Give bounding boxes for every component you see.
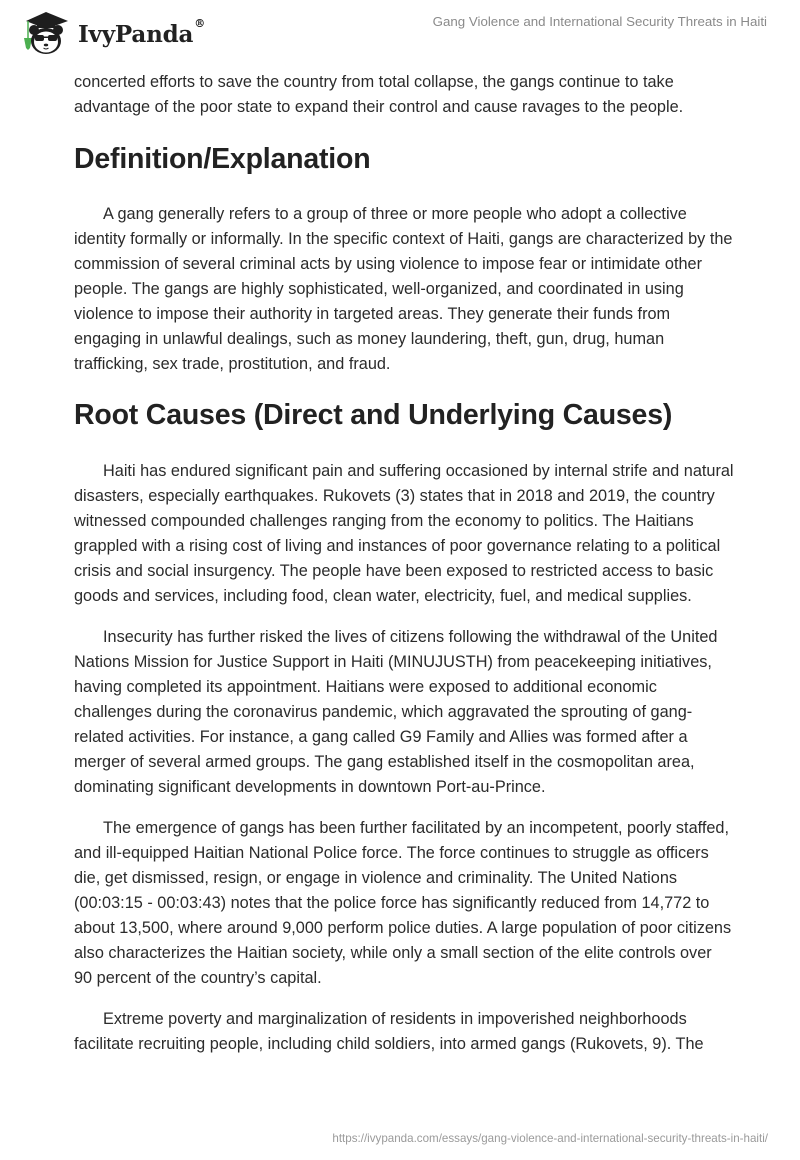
paragraph: The emergence of gangs has been further facilitated by an incompetent, poorly staffed, and ill-equipped Haitian National Police force. The force continues to struggle as officers die, get dismissed, resign, or engage in violence and criminality. The United Nations (00:03:15 - 00:03:43) notes that the police force has significantly reduced from 14,772 to about 13,500, where around 9,000 perform police duties. A large population of poor citizens also characterizes the Haitian society, while only a small section of the elite controls over 90 percent of the country’s capital. [74, 819, 732, 987]
source-url-link[interactable]: https://ivypanda.com/essays/gang-violence-and-international-security-threats-in-haiti/ [332, 1132, 768, 1145]
paragraph: Insecurity has further risked the lives of citizens following the withdrawal of the United Nations Mission for Justice Support in Haiti (MINUJUSTH) from peacekeeping initiatives, having completed its appointment. Haitians were exposed to additional economic challenges during the coronavirus pandemic, which aggravated the sprouting of gang-related activities. For instance, a gang called G9 Family and Allies was formed after a merger of several armed groups. The gang established itself in the cosmopolitan area, dominating significant developments in downtown Port-au-Prince. [74, 628, 718, 796]
intro-paragraph: concerted efforts to save the country from total collapse, the gangs continue to take advantage of the poor state to expand their control and cause ravages to the people. [74, 73, 684, 116]
paragraph: Extreme poverty and marginalization of residents in impoverished neighborhoods facilitate recruiting people, including child soldiers, into armed gangs (Rukovets, 9). The [74, 1010, 704, 1053]
registered-mark: ® [194, 16, 206, 30]
section-heading-root-causes: Root Causes (Direct and Underlying Causes) [74, 399, 673, 431]
article-body [74, 70, 734, 1057]
section-heading-definition: Definition/Explanation [74, 143, 371, 175]
paragraph: Haiti has endured significant pain and suffering occasioned by internal strife and natural disasters, especially earthquakes. Rukovets (3) states that in 2018 and 2019, the country witnessed compounded challenges ranging from the economy to politics. The Haitians grappled with a rising cost of living and instances of poor governance relating to a political crisis and social insurgency. The people have been exposed to restricted access to basic goods and services, including food, clean water, electricity, fuel, and medical supplies. [74, 462, 734, 605]
document-title: Gang Violence and International Security Threats in Haiti [432, 14, 767, 29]
ivypanda-logo[interactable] [18, 8, 205, 56]
page-header [0, 0, 800, 60]
panda-graduate-icon [18, 8, 74, 56]
logo-wordmark: IvyPanda [78, 20, 194, 48]
paragraph: A gang generally refers to a group of three or more people who adopt a collective identity formally or informally. In the specific context of Haiti, gangs are characterized by the commission of several criminal acts by using violence to impose fear or intimidate other people. The gangs are highly sophisticated, well-organized, and coordinated in using violence to impose their authority in targeted areas. They generate their funds from engaging in unlawful dealings, such as money laundering, theft, gun, drug, human trafficking, sex trade, prostitution, and fraud. [74, 205, 733, 373]
